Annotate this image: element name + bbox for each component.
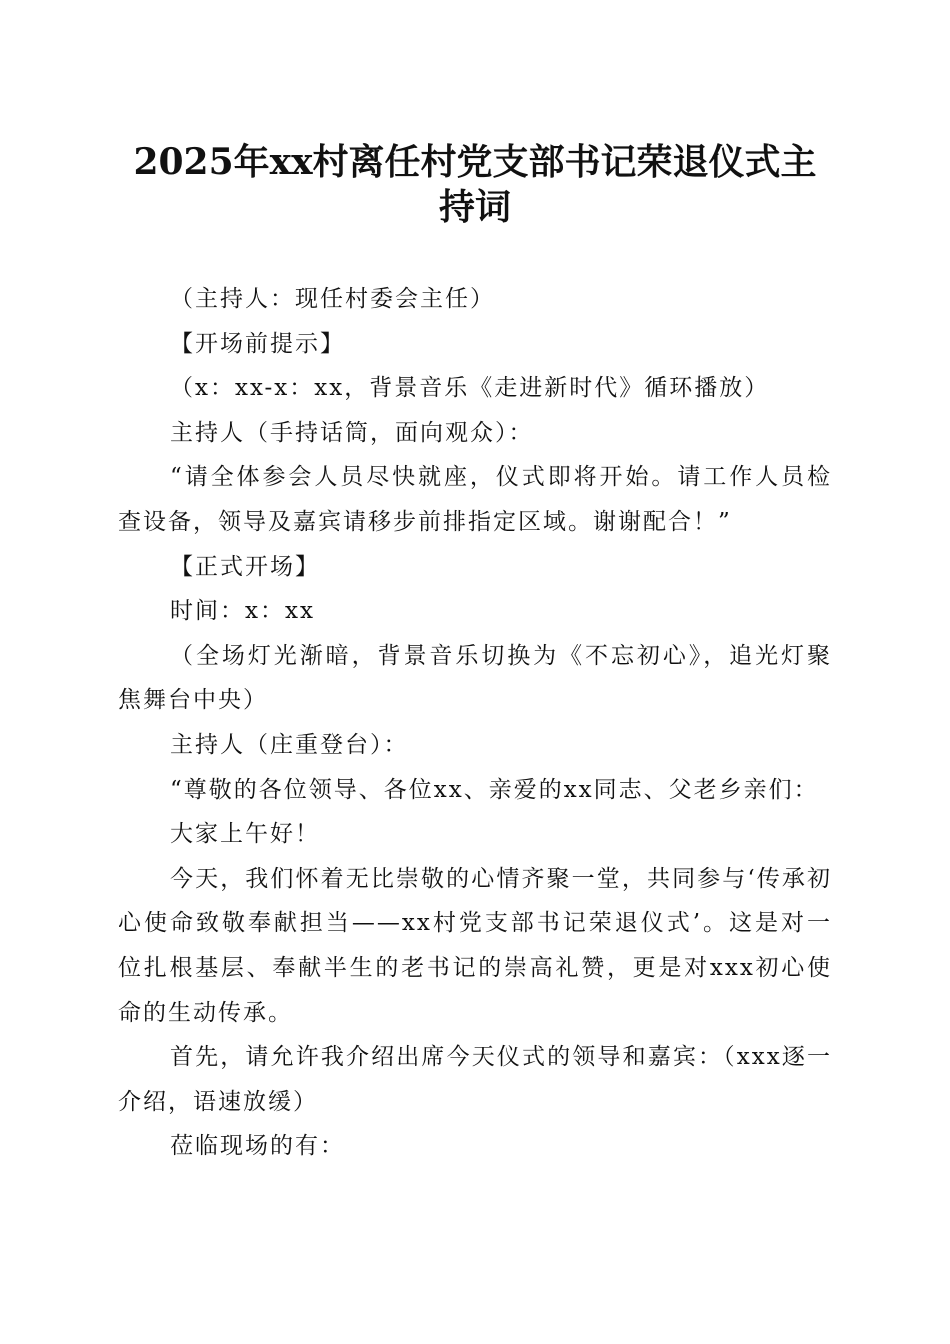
paragraph-host-note: （主持人：现任村委会主任） xyxy=(170,286,495,312)
paragraph-time: 时间：x：xx xyxy=(170,598,315,625)
paragraph-good-morning: 大家上午好！ xyxy=(170,821,320,848)
paragraph-lighting-note: （全场灯光渐暗，背景音乐切换为《不忘初心》，追光灯聚焦舞台中央） xyxy=(118,642,832,714)
paragraph-pre-opening-heading: 【开场前提示】 xyxy=(170,330,345,357)
paragraph-seating-notice: “请全体参会人员尽快就座，仪式即将开始。请工作人员检查设备，领导及嘉宾请移步前排指定区域。谢谢配合！” xyxy=(118,464,832,535)
paragraph-guest-intro: 首先，请允许我介绍出席今天仪式的领导和嘉宾：（xxx逐一介绍，语速放缓） xyxy=(118,1044,832,1115)
paragraph-music-note: （x：xx-x：xx，背景音乐《走进新时代》循环播放） xyxy=(170,375,770,402)
paragraph-greeting: “尊敬的各位领导、各位xx、亲爱的xx同志、父老乡亲们： xyxy=(170,776,819,803)
paragraph-host-stage: 主持人（庄重登台）： xyxy=(170,731,409,758)
paragraph-ceremony-intro: 今天，我们怀着无比崇敬的心情齐聚一堂，共同参与‘传承初心使命致敬奉献担当——xx村党支部书记荣退仪式’。这是对一位扎根基层、奉献半生的老书记的崇高礼赞，更是对xxx初心使命的生动传承。 xyxy=(118,865,832,1026)
paragraph-host-action: 主持人（手持话筒，面向观众）： xyxy=(170,419,534,446)
paragraph-attendees: 莅临现场的有： xyxy=(170,1133,345,1160)
paragraph-opening-heading: 【正式开场】 xyxy=(170,553,320,580)
document-title: 2025年xx村离任村党支部书记荣退仪式主持词 xyxy=(133,141,817,228)
document-body xyxy=(118,277,832,1169)
